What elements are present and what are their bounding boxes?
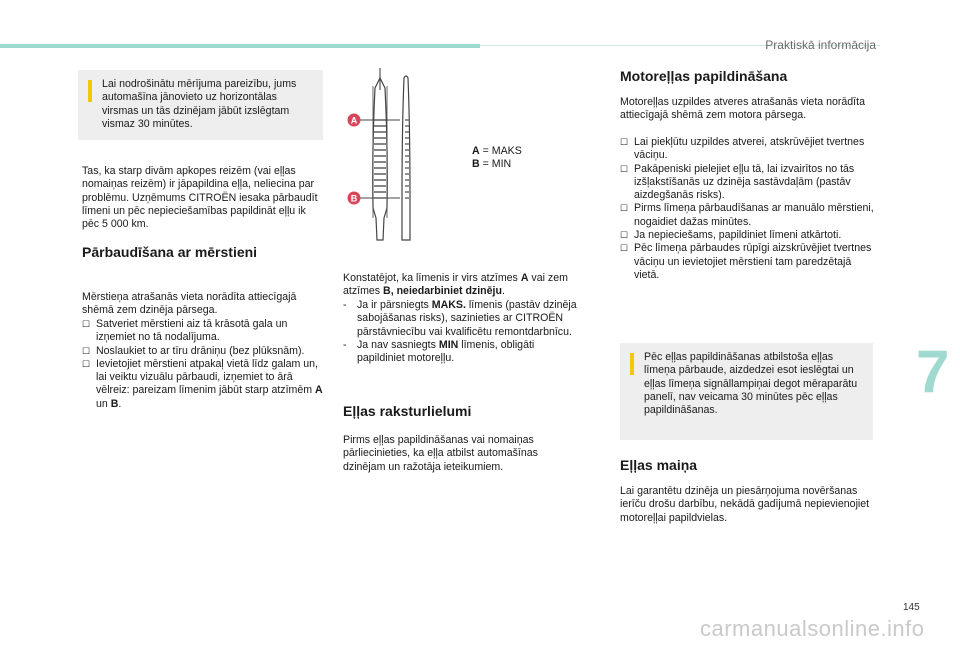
oil-change-heading: Eļļas maiņa	[620, 457, 698, 473]
dipstick-location-text: Mērstieņa atrašanās vieta norādīta attiecīgajā shēmā zem dzinēja pārsega.	[82, 291, 297, 317]
page-number: 145	[903, 602, 920, 613]
chapter-number: 7	[916, 338, 950, 405]
list-item: ☐ Satveriet mērstieni aiz tā krāsotā gala un izņemiet no tā nodalījuma.	[82, 318, 288, 344]
oil-topup-intro: Motoreļļas uzpildes atveres atrašanās vieta norādīta attiecīgajā shēmā zem motora pārsega.	[620, 96, 865, 122]
info-note-box	[78, 70, 323, 140]
oil-characteristics-heading: Eļļas raksturlielumi	[343, 403, 472, 419]
dipstick-steps-list	[82, 318, 326, 411]
list-item: ☐ Noslaukiet to ar tīru drāniņu (bez plūksnām).	[82, 344, 305, 357]
dipstick-diagram	[340, 68, 470, 248]
checkbox-bullet-icon: ☐	[82, 319, 91, 329]
section-title: Praktiskā informācija	[765, 38, 876, 52]
watermark: carmanualsonline.info	[700, 616, 925, 641]
info-note-box	[620, 343, 873, 440]
oil-topup-steps-list	[620, 136, 876, 282]
info-icon	[88, 80, 92, 102]
list-item: - Ja nav sasniegts MIN līmenis, obligāti papildiniet motoreļļu.	[343, 338, 535, 365]
checkbox-bullet-icon: ☐	[620, 230, 629, 241]
dash-bullet: -	[343, 338, 347, 351]
marker-b-label: B	[350, 193, 358, 204]
oil-characteristics-text: Pirms eļļas papildināšanas vai nomaiņas pārliecinieties, ka eļļa atbilst automašīnas dzinējam un ražotāja ieteikumiem.	[343, 434, 538, 473]
info-note-text: Pēc eļļas papildināšanas atbilstoša eļļas līmeņa pārbaude, aizdedzei esot ieslēgtai un eļļas līmeņa signāllampiņai degot mēraparātu panelī, nav veicama 30 minūtes pēc eļļas papildināšanas.	[644, 351, 858, 417]
level-check-text: Konstatējot, ka līmenis ir virs atzīmes A vai zem atzīmes B, neiedarbiniet dzinēju.	[343, 272, 568, 298]
header-accent-bar	[0, 44, 480, 48]
list-item: ☐ Pēc līmeņa pārbaudes rūpīgi aizskrūvējiet tvertnes vāciņu un ievietojiet mērstieni tam paredzētajā vietā.	[620, 242, 872, 281]
list-item: ☐ Lai piekļūtu uzpildes atverei, atskrūvējiet tvertnes vāciņu.	[620, 136, 865, 162]
checkbox-bullet-icon: ☐	[620, 137, 629, 147]
dash-bullet: -	[343, 299, 347, 311]
checkbox-bullet-icon: ☐	[620, 163, 629, 174]
checkbox-bullet-icon: ☐	[620, 243, 629, 254]
intro-paragraph: Tas, ka starp divām apkopes reizēm (vai eļļas nomaiņas reizēm) ir jāpapildina eļļa, neliecina par problēmu. Uzņēmums CITROËN iesaka pārbaudīt līmeni un pēc nepieciešamības papildināt eļļu ik pēc 5 000 km.	[82, 165, 318, 231]
dipstick-legend: A = MAKS B = MIN	[472, 145, 522, 171]
list-item: ☐ Ja nepieciešams, papildiniet līmeni atkārtoti.	[620, 229, 842, 242]
list-item: ☐ Ievietojiet mērstieni atpakaļ vietā līdz galam un, lai veiktu vizuālu pārbaudi, izņemiet to ārā vēlreiz: pareizam līmenim jābūt starp atzīmēm A un B.	[82, 357, 323, 410]
info-note-text: Lai nodrošinātu mērījuma pareizību, jums automašīna jānovieto uz horizontālas virsmas un tās dzinējam jābūt izslēgtam vismaz 30 minūtes.	[102, 78, 297, 130]
checkbox-bullet-icon: ☐	[82, 358, 91, 369]
oil-change-text: Lai garantētu dzinēja un piesārņojuma novēršanas ierīču drošu darbību, nekādā gadījumā nepievienojiet motoreļļai papildvielas.	[620, 485, 870, 524]
dipstick-heading: Pārbaudīšana ar mērstieni	[82, 244, 258, 260]
oil-topup-heading: Motoreļļas papildināšana	[620, 68, 788, 84]
checkbox-bullet-icon: ☐	[620, 203, 629, 214]
list-item: ☐ Pirms līmeņa pārbaudīšanas ar manuālo mērstieni, nogaidiet dažas minūtes.	[620, 202, 874, 228]
level-actions-list	[343, 299, 583, 365]
info-icon	[630, 353, 634, 375]
checkbox-bullet-icon: ☐	[82, 345, 91, 356]
marker-a-label: A	[350, 115, 358, 126]
list-item: ☐ Pakāpeniski pielejiet eļļu tā, lai izvairītos no tās izšļakstīšanās uz dzinēja sastāvdaļām (pastāv aizdegšanās risks).	[620, 162, 855, 202]
list-item: - Ja ir pārsniegts MAKS. līmenis (pastāv dzinēja sabojāšanas risks), sazinieties ar CITROËN pārstāvniecību vai kvalificētu remontdarbnīcu.	[343, 299, 577, 338]
